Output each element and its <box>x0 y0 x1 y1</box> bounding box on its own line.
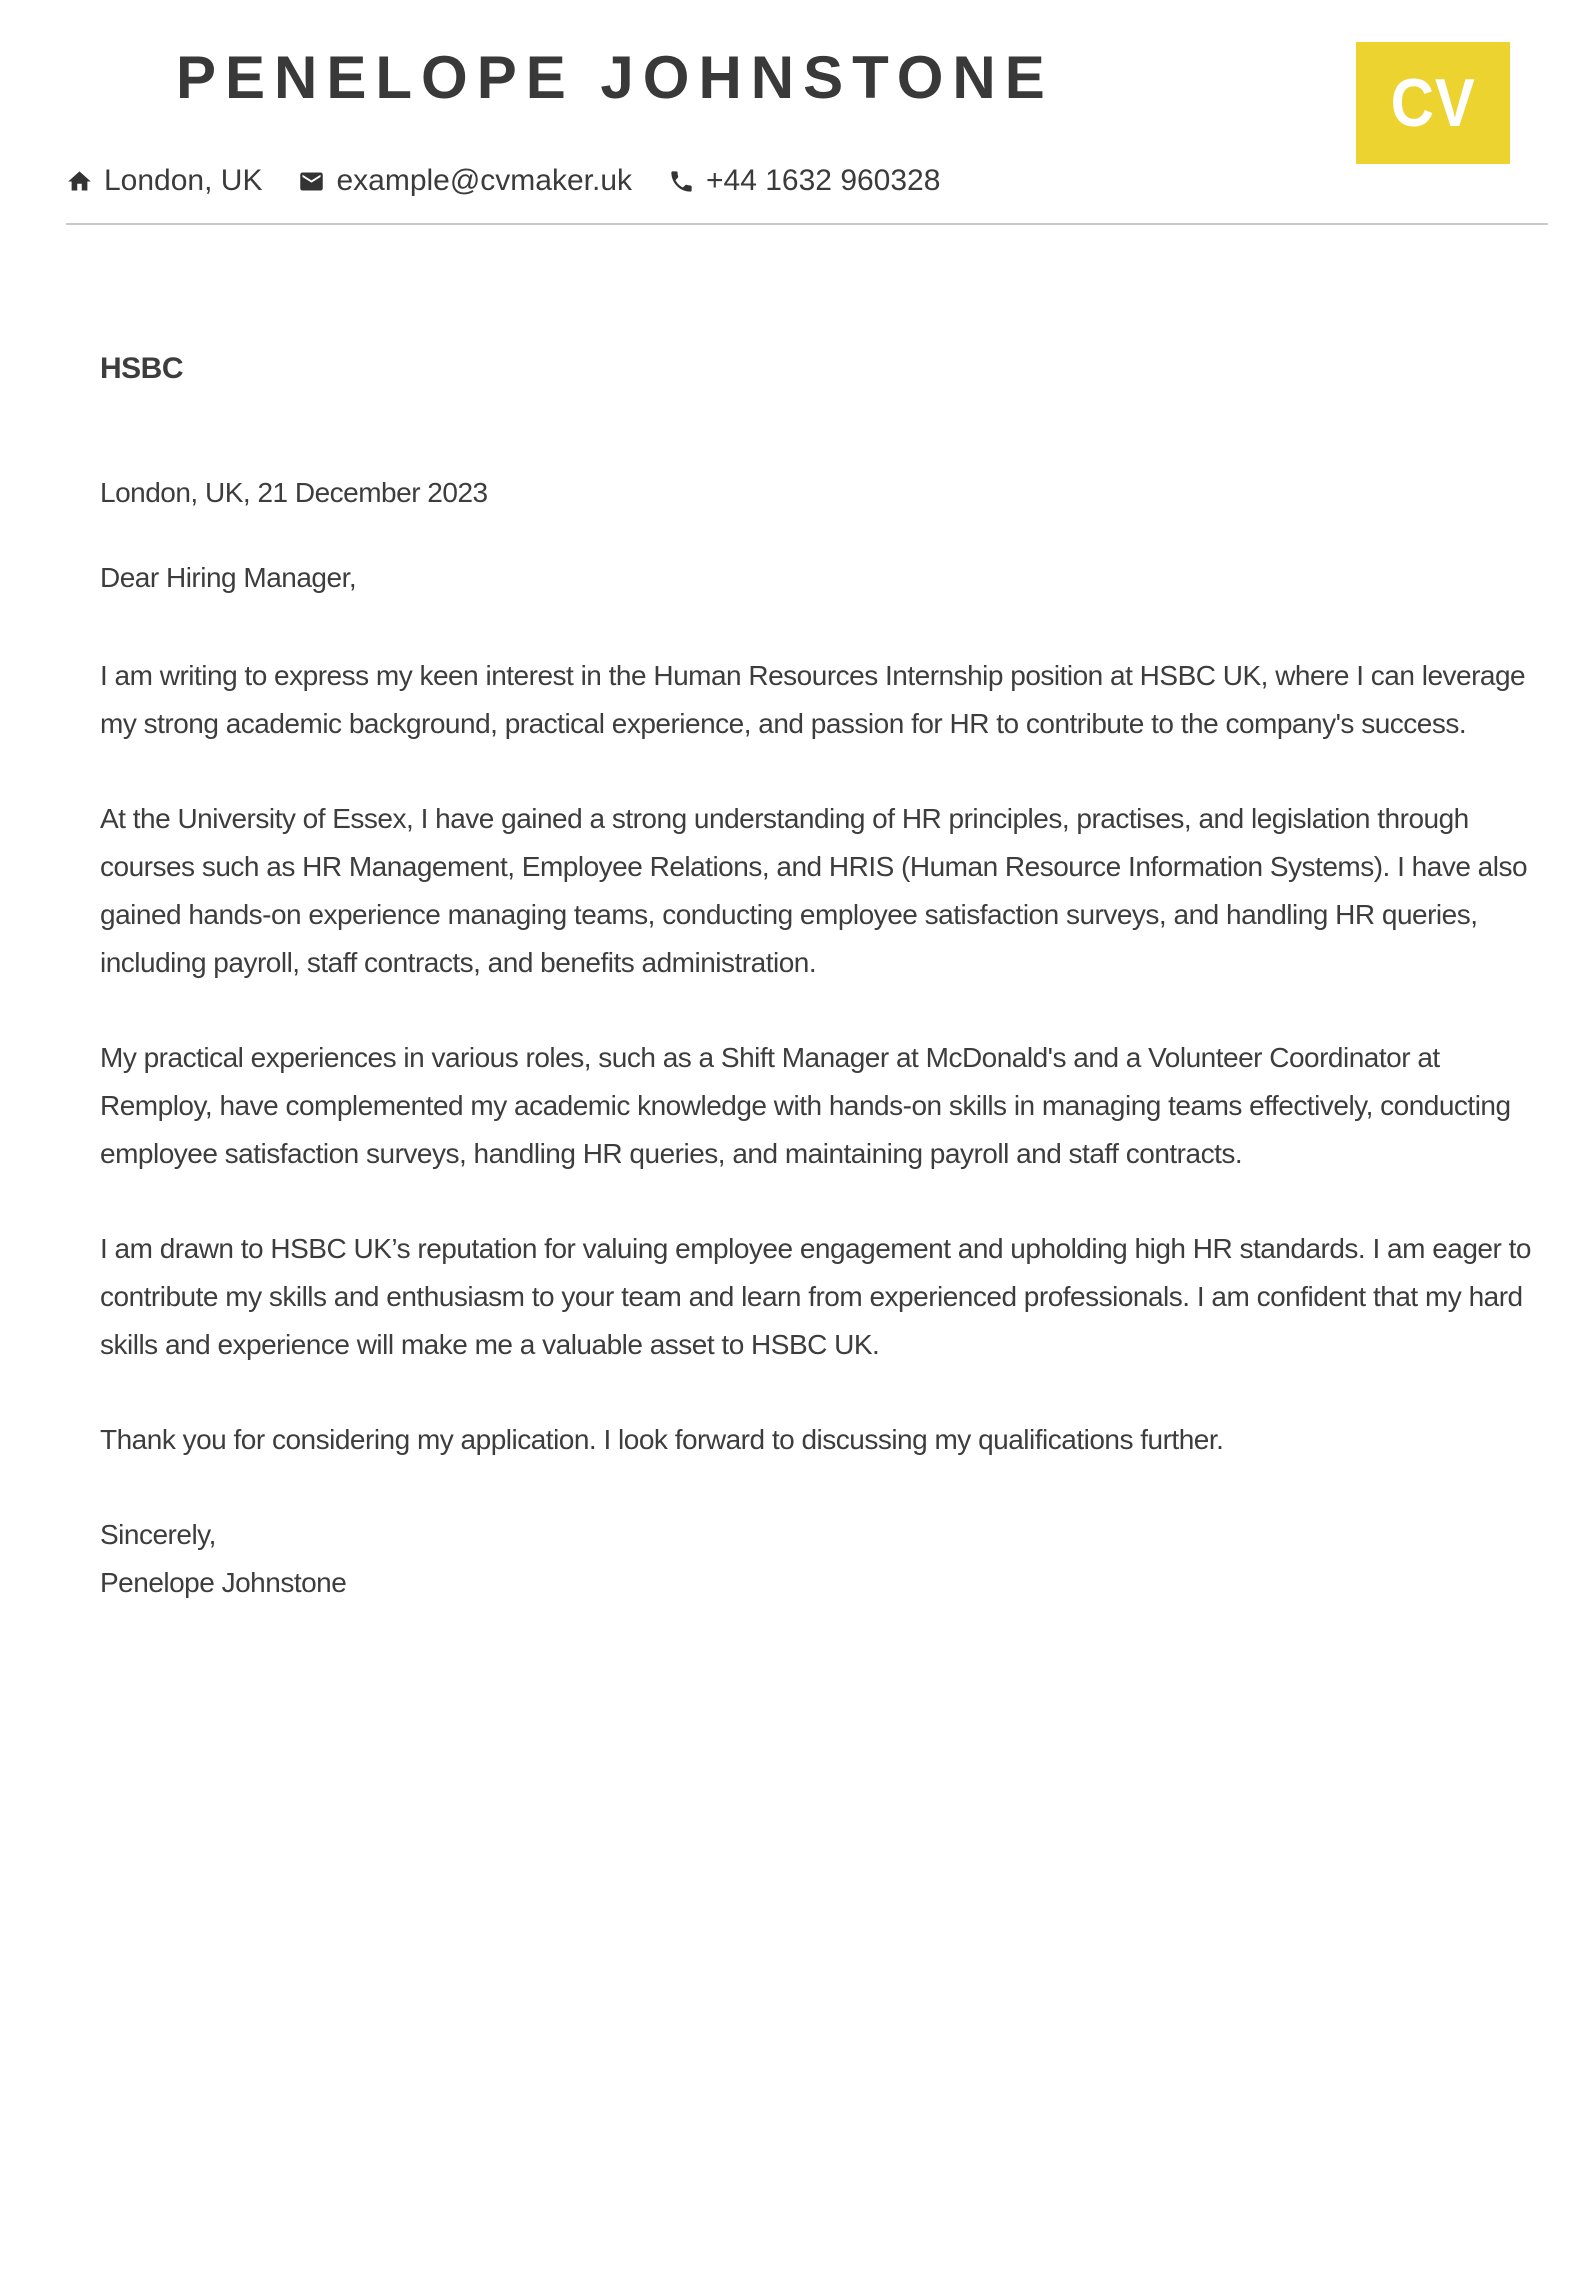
body-paragraph: I am drawn to HSBC UK’s reputation for valuing employee engagement and upholding high HR standards. I am eager to contribute my skills and enthusiasm to your team and learn from experienced professionals. I am confident that my hard skills and experience will make me a valuable asset to HSBC UK. <box>100 1233 1531 1360</box>
contact-email <box>298 164 632 198</box>
thank-you-paragraph: Thank you for considering my application. I look forward to discussing my qualifications further. <box>100 1424 1224 1455</box>
contact-phone <box>668 164 940 198</box>
cv-logo-badge <box>1356 42 1510 164</box>
contact-bar <box>66 164 1588 198</box>
closing: Sincerely, <box>100 1519 216 1550</box>
body-paragraph: At the University of Essex, I have gained a strong understanding of HR principles, practises, and legislation through courses such as HR Management, Employee Relations, and HRIS (Human Resource Information Systems). I have also gained hands-on experience managing teams, conducting employee satisfaction surveys, and handling HR queries, including payroll, staff contracts, and benefits administration. <box>100 803 1528 978</box>
contact-phone-label: +44 1632 960328 <box>706 164 941 197</box>
header-divider <box>66 223 1548 225</box>
body-paragraph: I am writing to express my keen interest in the Human Resources Internship position at HSBC UK, where I can leverage my strong academic background, practical experience, and passion for HR to contribute to the company's success. <box>100 660 1526 739</box>
home-icon <box>66 168 93 195</box>
body-paragraph: My practical experiences in various roles, such as a Shift Manager at McDonald's and a Volunteer Coordinator at Remploy, have complemented my academic knowledge with hands-on skills in managing teams effectively, conducting employee satisfaction surveys, handling HR queries, and maintaining payroll and staff contracts. <box>100 1042 1511 1169</box>
salutation: Dear Hiring Manager, <box>100 562 357 593</box>
recipient-name: HSBC <box>100 352 184 385</box>
candidate-name: PENELOPE JOHNSTONE <box>176 44 1054 111</box>
contact-email-label: example@cvmaker.uk <box>336 164 633 197</box>
contact-location <box>66 164 262 198</box>
contact-location-label: London, UK <box>104 164 263 197</box>
page <box>0 42 1588 2288</box>
email-icon <box>298 168 325 195</box>
phone-icon <box>668 168 695 195</box>
signature-name: Penelope Johnstone <box>100 1567 347 1598</box>
date-line: London, UK, 21 December 2023 <box>100 477 488 508</box>
letter-body <box>100 345 1532 1607</box>
closing-block <box>100 1511 1532 1607</box>
cv-logo-label: CV <box>1390 65 1476 141</box>
